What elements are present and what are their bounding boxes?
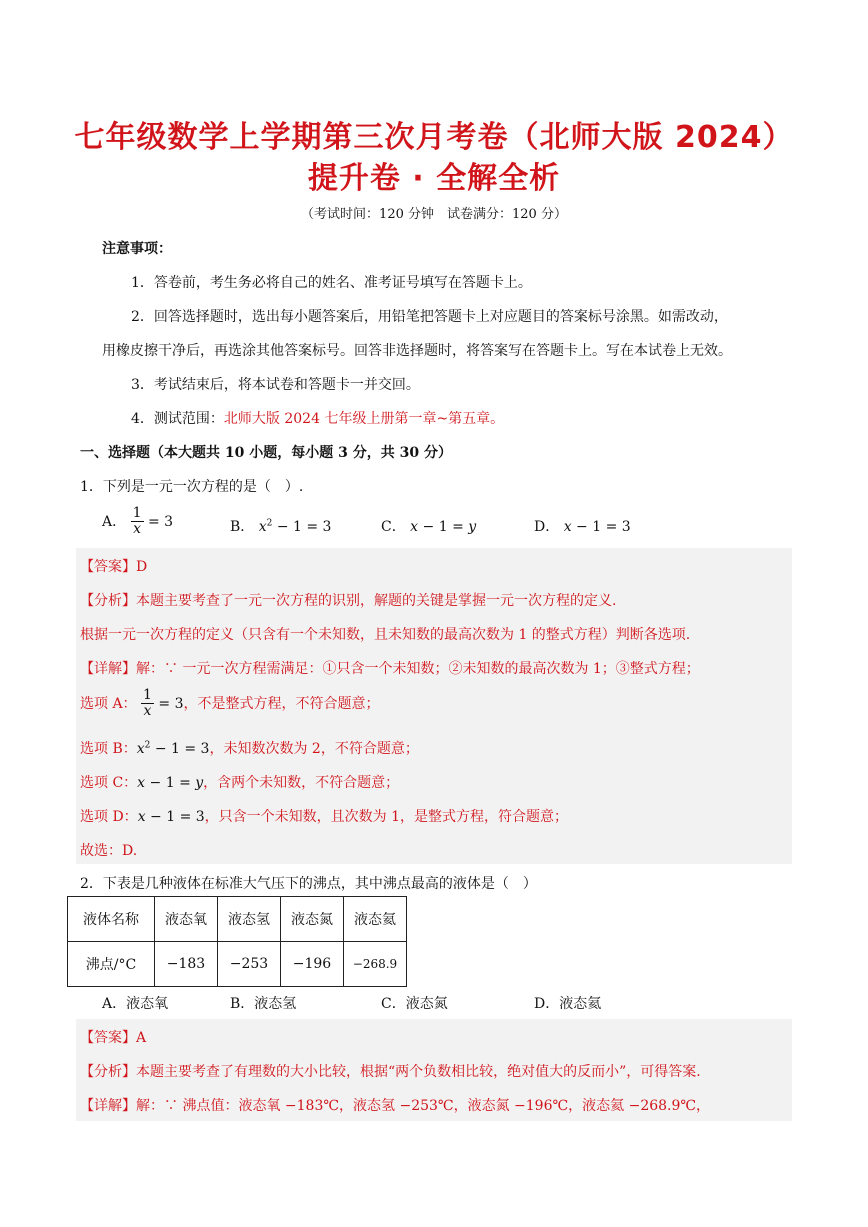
notice-2: 2．回答选择题时，选出每小题答案后，用铅笔把答题卡上对应题目的答案标号涂黑。如需改动， [131,309,728,325]
table-cell: −268.9 [344,942,407,987]
q1-analysis-2: 根据一元一次方程的定义（只含有一个未知数，且未知数的最高次数为 1 的整式方程）判断各选项. [80,627,691,643]
q1-detail-d-note: ，只含一个未知数，且次数为 1，是整式方程，符合题意； [204,809,569,825]
q1-option-b: B． $x^2 - 1 = 3$ [230,518,332,535]
q1-detail-c-note: ，含两个未知数，不符合题意； [203,775,400,791]
page-subtitle: 提升卷 · 全解全析 [307,161,561,196]
q1-detail-d-prefix: 选项 D： [80,809,138,825]
q1-detail-d: 选项 D：x − 1 = 3，只含一个未知数，且次数为 1，是整式方程，符合题意； [80,809,569,825]
q2-option-b: B．液态氢 [230,996,297,1012]
table-cell: 液态氮 [281,897,344,942]
q1-option-b-label: B． [230,519,255,535]
table-row [68,897,407,942]
q1-conclusion: 故选：D. [80,843,138,859]
notice-heading: 注意事项： [102,241,172,257]
q1-detail-b-prefix: 选项 B： [80,741,137,757]
q1-detail-a-note: ，不是整式方程，不符合题意； [183,695,380,712]
q2-option-d: D．液态氦 [534,996,602,1012]
q1-stem: 1．下列是一元一次方程的是（ ）. [80,479,304,495]
q1-option-c-label: C． [381,519,406,535]
q2-analysis: 【分析】本题主要考查了有理数的大小比较，根据“两个负数相比较，绝对值大的反而小”，可得答案. [80,1064,701,1080]
q1-detail-c: 选项 C：x − 1 = y，含两个未知数，不符合题意； [80,775,400,791]
q1-solution-box [76,548,792,864]
q1-analysis: 【分析】本题主要考查了一元一次方程的识别，解题的关键是掌握一元一次方程的定义. [80,593,617,609]
q1-detail-b: 选项 B：$x^2 - 1 = 3$，未知数次数为 2，不符合题意； [80,740,419,757]
table-cell: 液态氦 [344,897,407,942]
notice-2-cont: 用橡皮擦干净后，再选涂其他答案标号。回答非选择题时，将答案写在答题卡上。写在本试卷上无效。 [102,343,732,359]
q1-answer: 【答案】D [80,559,148,575]
q2-option-a: A．液态氧 [102,996,169,1012]
q2-stem: 2．下表是几种液体在标准大气压下的沸点，其中沸点最高的液体是（ ） [80,876,537,892]
table-cell: −253 [218,942,281,987]
table-cell: 沸点/°C [68,942,155,987]
table-cell: 液体名称 [68,897,155,942]
notice-4 [131,408,504,428]
q1-detail-c-prefix: 选项 C： [80,775,138,791]
notice-4-scope: 北师大版 2024 七年级上册第一章~第五章。 [223,411,505,427]
q1-option-a-label: A． [102,513,127,530]
boiling-point-table [67,896,407,987]
q2-answer: 【答案】A [80,1030,147,1046]
fraction: $\frac{1}{x}$ [132,505,142,538]
q1-detail-a-prefix: 选项 A： [80,695,137,712]
notice-1: 1．答卷前，考生务必将自己的姓名、准考证号填写在答题卡上。 [131,275,532,291]
q1-option-d: D． x − 1 = 3 [534,519,631,535]
table-cell: −183 [155,942,218,987]
page-title: 七年级数学上学期第三次月考卷（北师大版 2024） [74,120,794,155]
table-cell: −196 [281,942,344,987]
q2-detail: 【详解】解：∵ 沸点值：液态氧 −183℃，液态氢 −253℃，液态氮 −196℃，液态氦 −268.9℃， [80,1098,711,1114]
q1-option-d-label: D． [534,519,560,535]
table-cell: 液态氧 [155,897,218,942]
section-heading: 一、选择题（本大题共 10 小题，每小题 3 分，共 30 分） [80,445,452,461]
q1-option-c: C． x − 1 = y [381,519,477,535]
notice-3: 3．考试结束后，将本试卷和答题卡一并交回。 [131,377,420,393]
q2-solution-box [76,1019,792,1121]
q1-option-a: A． $\frac{1}{x}$ = 3 [102,505,174,538]
q1-detail-b-note: ，未知数次数为 2，不符合题意； [209,741,419,757]
fraction: $\frac{1}{x}$ [143,687,152,720]
table-cell: 液态氢 [218,897,281,942]
exam-info: （考试时间：120 分钟 试卷满分：120 分） [301,207,567,222]
q1-detail-a: 选项 A： $\frac{1}{x}$ = 3，不是整式方程，不符合题意； [80,687,380,720]
table-row [68,942,407,987]
q2-option-c: C．液态氮 [381,996,448,1012]
q1-detail: 【详解】解：∵ 一元一次方程需满足：①只含一个未知数；②未知数的最高次数为 1；③整式方程； [80,661,700,677]
notice-4-prefix: 4．测试范围： [131,411,224,427]
